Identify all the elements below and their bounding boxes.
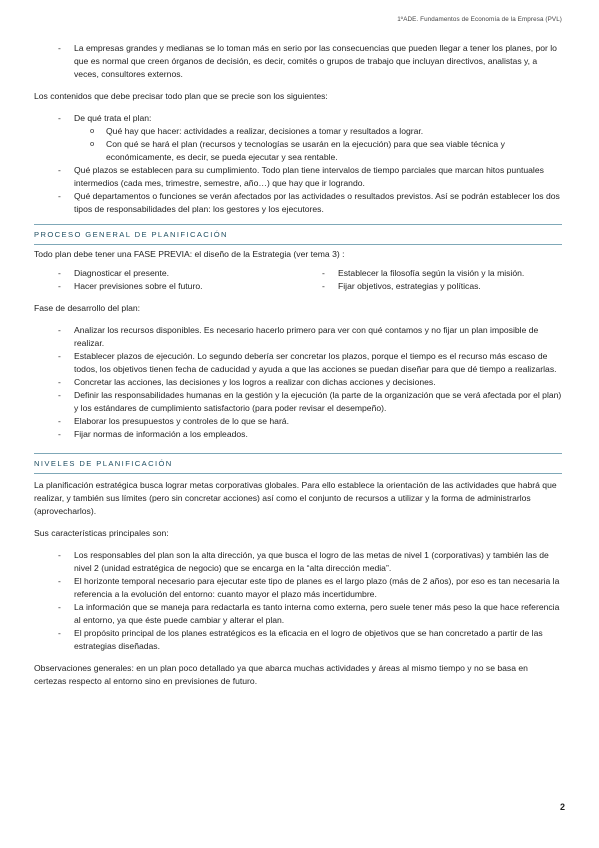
list-item: - Concretar las acciones, las decisiones y los logros a realizar con dichas acciones y decisiones. [34,376,562,389]
list-item [34,112,562,164]
list-item: - Diagnosticar el presente. [34,267,298,280]
list-item: - El propósito principal de los planes estratégicos es la eficacia en el logro de objetivos que se han concretado a partir de las estrategias diseñadas. [34,627,562,653]
features-list [34,549,562,653]
list-item: - Establecer la filosofía según la visión y la misión. [298,267,562,280]
phase-steps [34,324,562,441]
list-item: - Fijar objetivos, estrategias y políticas. [298,280,562,293]
list-item: - La empresas grandes y medianas se lo toman más en serio por las consecuencias que pueden llegar a tener los planes, por lo que es normal que creen órganos de decisión, es decir, comités o grupos de trabajo que incluyan directivos, analistas y, a veces, consultores externos. [34,42,562,81]
list-item: - Establecer plazos de ejecución. Lo segundo debería ser concretar los plazos, porque el tiempo es el recurso más escaso de todos, los objetivos tienen fecha de caducidad y ayuda a que las acciones se puedan diseñar para que dé tiempo a realizarlas. [34,350,562,376]
phase-label: Fase de desarrollo del plan: [34,303,141,313]
contents-list [34,112,562,216]
list-item: - Los responsables del plan son la alta dirección, ya que busca el logro de las metas de nivel 1 (corporativas) y también las de nivel 2 (unidad estratégica de negocio) que se encarga en la “alta dirección media”. [34,549,562,575]
page-number: 2 [559,802,565,812]
features-intro: Sus características principales son: [34,528,169,538]
section-heading-proceso: PROCESO GENERAL DE PLANIFICACIÓN [34,224,562,245]
list-item: - Elaborar los presupuestos y controles de lo que se hará. [34,415,562,428]
contents-intro: Los contenidos que debe precisar todo plan que se precie son los siguientes: [34,91,328,101]
list-item: - Analizar los recursos disponibles. Es necesario hacerlo primero para ver con qué contamos y no fijar un plan imposible de realizar. [34,324,562,350]
observations: Observaciones generales: en un plan poco detallado ya que abarca muchas actividades y áreas al mismo tiempo y no se basa en certezas respecto al entorno sino en previsiones de futuro. [34,663,528,686]
list-item: - Qué departamentos o funciones se verán afectados por las actividades o resultados previstos. Así se podrán establecer los dos tipos de responsabilidades del plan: los gestores y los ejecutores. [34,190,562,216]
section1-intro: Todo plan debe tener una FASE PREVIA: el diseño de la Estrategia (ver tema 3) : [34,249,345,259]
intro-list [34,42,562,81]
sub-list-item: o Qué hay que hacer: actividades a realizar, decisiones a tomar y resultados a lograr. [34,125,562,138]
sub-list-item: o Con qué se hará el plan (recursos y tecnologías se usarán en la ejecución) para que sea viable técnica y económicamente, es decir, se pueda ejecutar y sea rentable. [34,138,562,164]
prior-phase-left [34,267,298,293]
list-item: - Definir las responsabilidades humanas en la gestión y la ejecución (la parte de la organización que se verá afectada por el plan) y los estándares de cumplimiento satisfactorio (para poder revisar el desempeño). [34,389,562,415]
list-item: - Qué plazos se establecen para su cumplimiento. Todo plan tiene intervalos de tiempo parciales que marcan hitos puntuales intermedios (cada mes, trimestre, semestre, año…) que hay que ir logrando. [34,164,562,190]
list-item: - La información que se maneja para redactarla es tanto interna como externa, pero suele tener más peso la que hace referencia al entorno, ya que éste puede cambiar y alterar el plan. [34,601,562,627]
running-header: 1ºADE. Fundamentos de Economía de la Empresa (PVL) [397,16,562,23]
list-item-text: De qué trata el plan: [74,113,152,123]
prior-phase-right [298,267,562,293]
page-body [34,42,562,688]
list-item: - Fijar normas de información a los empleados. [34,428,562,441]
prior-phase-columns [34,267,562,293]
section2-intro: La planificación estratégica busca lograr metas corporativas globales. Para ello establece la orientación de las actividades que habrá que realizar, y también sus límites (pero sin concretar acciones) así como el conjunto de recursos a utilizar y la forma de administrarlos (aprovecharlos). [34,480,557,516]
list-item: - Hacer previsiones sobre el futuro. [34,280,298,293]
section-heading-niveles: NIVELES DE PLANIFICACIÓN [34,453,562,474]
sub-list [34,125,562,164]
list-item: - El horizonte temporal necesario para ejecutar este tipo de planes es el largo plazo (más de 2 años), por eso es tan necesaria la referencia a la evolución del entorno: cuanto mayor el plazo más incertidumbre. [34,575,562,601]
